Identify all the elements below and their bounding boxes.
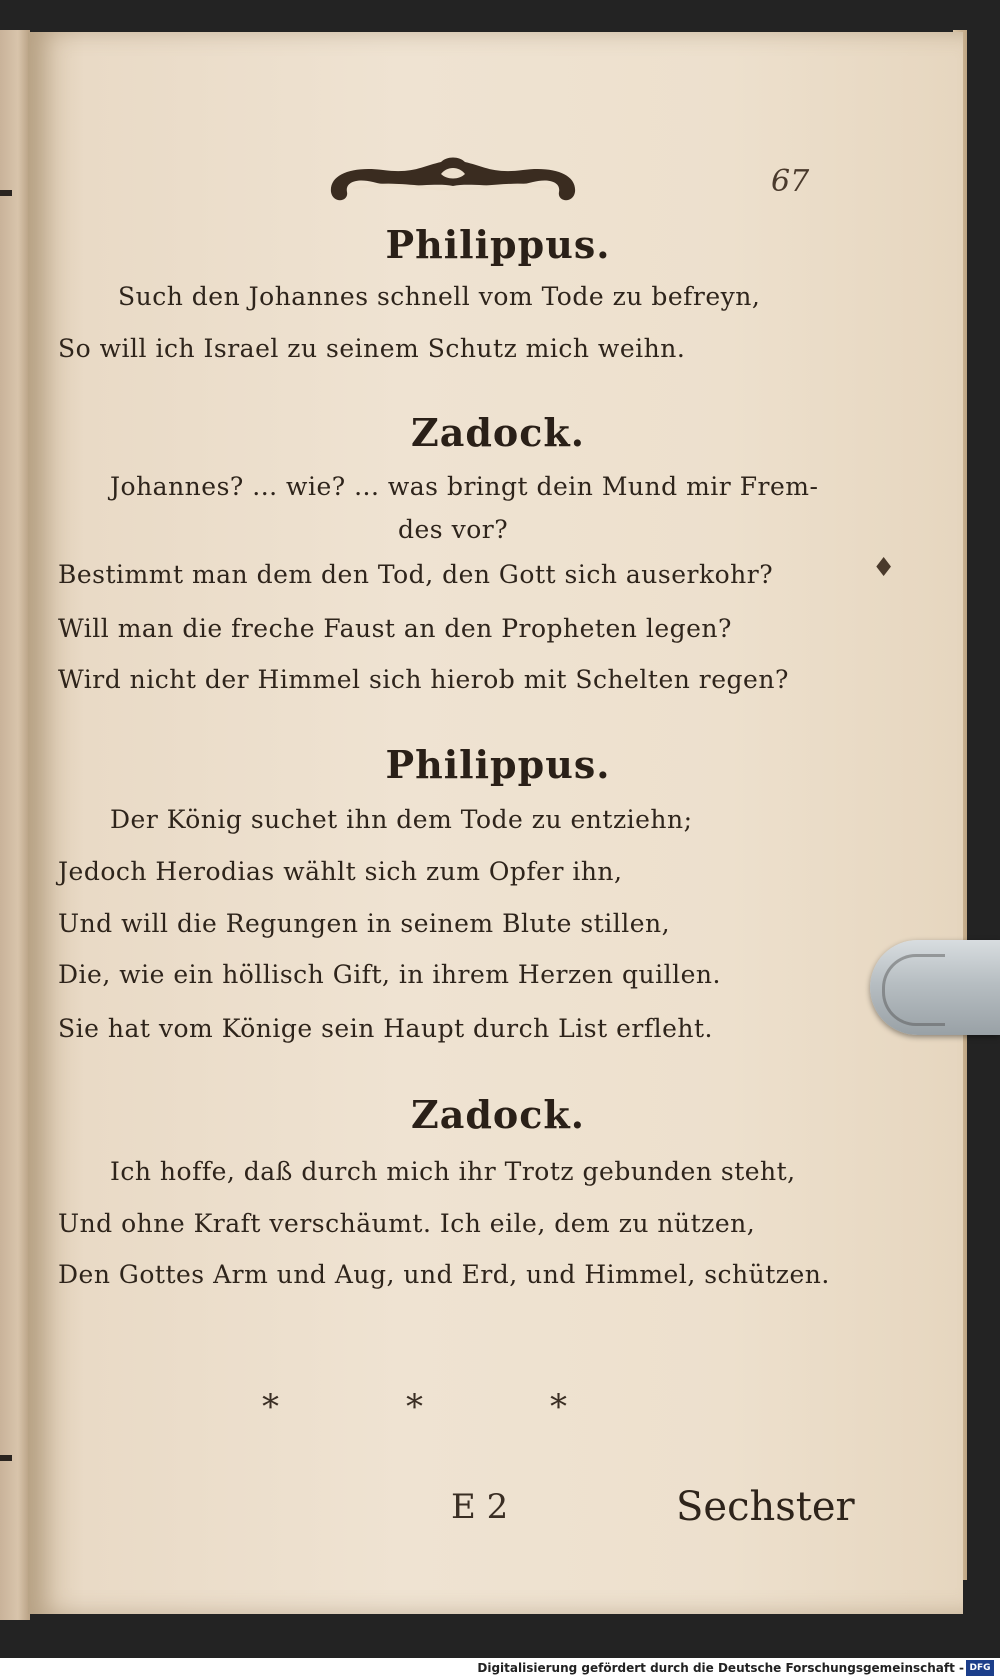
verse-line: Such den Johannes schnell vom Tode zu befreyn, bbox=[118, 282, 761, 311]
page-clip-loop bbox=[882, 954, 945, 1026]
catchword: Sechster bbox=[676, 1484, 855, 1530]
dfg-logo-icon: DFG bbox=[966, 1660, 994, 1676]
facing-page-edge bbox=[0, 30, 30, 1620]
section-star: * bbox=[262, 1387, 279, 1427]
verse-line: Und will die Regungen in seinem Blute stillen, bbox=[58, 909, 671, 938]
speaker-heading: Philippus. bbox=[385, 222, 611, 267]
facing-page-mark bbox=[0, 190, 12, 196]
verse-line: Bestimmt man dem den Tod, den Gott sich auserkohr? bbox=[58, 560, 774, 589]
verse-line: Johannes? ... wie? ... was bringt dein Mund mir Frem- bbox=[110, 472, 819, 501]
verse-line: Sie hat vom Könige sein Haupt durch List erfleht. bbox=[58, 1014, 713, 1043]
verse-line: des vor? bbox=[398, 515, 509, 544]
section-star: * bbox=[406, 1387, 423, 1427]
speaker-heading: Philippus. bbox=[385, 742, 611, 787]
facing-page-mark bbox=[0, 1455, 12, 1461]
verse-line: Die, wie ein höllisch Gift, in ihrem Herzen quillen. bbox=[58, 960, 721, 989]
speaker-heading: Zadock. bbox=[411, 410, 585, 455]
speaker-heading: Zadock. bbox=[411, 1092, 585, 1137]
section-star: * bbox=[550, 1387, 567, 1427]
verse-line: Der König suchet ihn dem Tode zu entziehn; bbox=[110, 805, 693, 834]
verse-line: Den Gottes Arm und Aug, und Erd, und Himmel, schützen. bbox=[58, 1260, 830, 1289]
book-page bbox=[28, 32, 963, 1614]
verse-line: Wird nicht der Himmel sich hierob mit Schelten regen? bbox=[58, 665, 789, 694]
margin-mark: ♦ bbox=[872, 553, 896, 583]
page-number: 67 bbox=[771, 164, 810, 199]
verse-line: Ich hoffe, daß durch mich ihr Trotz gebunden steht, bbox=[110, 1157, 796, 1186]
signature-mark: E 2 bbox=[451, 1487, 509, 1527]
page-clip bbox=[870, 940, 1000, 1035]
verse-line: Jedoch Herodias wählt sich zum Opfer ihn, bbox=[58, 857, 623, 886]
verse-line: Und ohne Kraft verschäumt. Ich eile, dem zu nützen, bbox=[58, 1209, 756, 1238]
verse-line: So will ich Israel zu seinem Schutz mich weihn. bbox=[58, 334, 686, 363]
funding-credit: Digitalisierung gefördert durch die Deutsche Forschungsgemeinschaft - bbox=[477, 1661, 964, 1675]
headpiece-ornament bbox=[323, 152, 583, 210]
verse-line: Will man die freche Faust an den Propheten legen? bbox=[58, 614, 732, 643]
